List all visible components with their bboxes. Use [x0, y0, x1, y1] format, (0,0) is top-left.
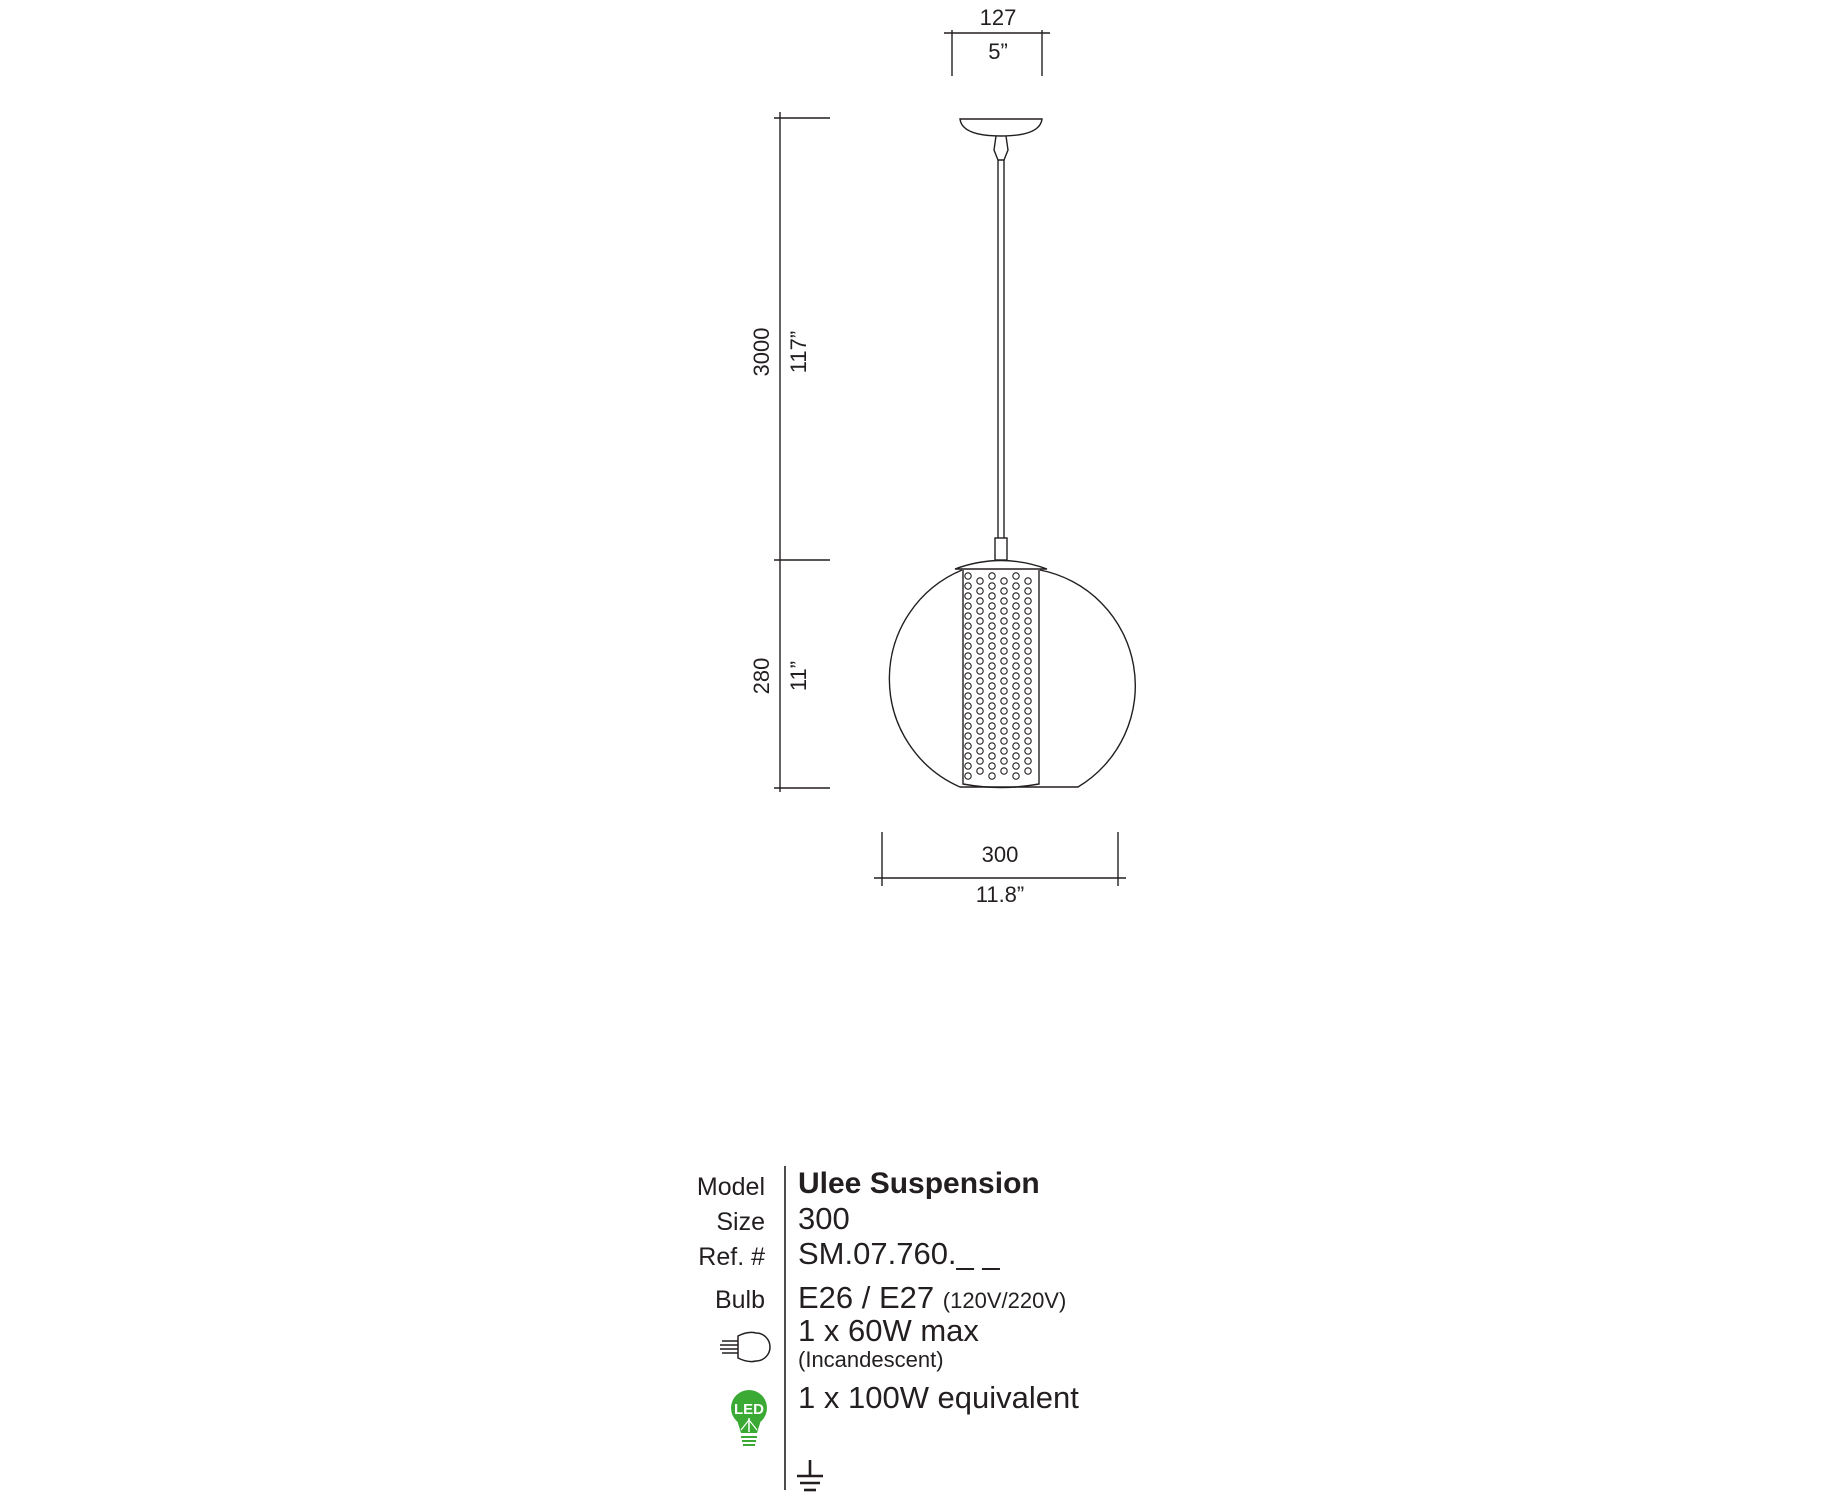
perforation-hole	[989, 683, 995, 689]
perforation-hole	[1013, 583, 1019, 589]
perforation-hole	[989, 673, 995, 679]
perforation-hole	[1001, 688, 1007, 694]
perforation-hole	[977, 708, 983, 714]
perforation-hole	[965, 743, 971, 749]
perforation-hole	[977, 608, 983, 614]
perforation-hole	[977, 768, 983, 774]
incandescent-note: (Incandescent)	[798, 1347, 944, 1372]
perforation-hole	[965, 653, 971, 659]
perforation-hole	[977, 638, 983, 644]
perforation-hole	[989, 633, 995, 639]
shade-mm-label: 280	[749, 657, 774, 695]
perforation-hole	[965, 763, 971, 769]
incandescent-value: 1 x 60W max	[798, 1313, 979, 1348]
perforation-hole	[989, 703, 995, 709]
perforation-hole	[977, 688, 983, 694]
perforation-hole	[1001, 708, 1007, 714]
model-value: Ulee Suspension	[798, 1167, 1040, 1200]
perforation-hole	[1025, 638, 1031, 644]
perforation-hole	[1025, 618, 1031, 624]
diameter-in-label: 11.8”	[975, 882, 1025, 907]
perforation-hole	[1013, 683, 1019, 689]
perforation-hole	[1013, 773, 1019, 779]
perforation-hole	[977, 748, 983, 754]
perforation-hole	[977, 718, 983, 724]
perforation-hole	[989, 693, 995, 699]
bulb-value-row	[798, 1280, 1066, 1316]
perforation-hole	[977, 728, 983, 734]
perforation-hole	[1025, 658, 1031, 664]
perforation-hole	[1025, 628, 1031, 634]
perforation-hole	[1025, 728, 1031, 734]
perforation-hole	[977, 618, 983, 624]
perforation-hole	[965, 693, 971, 699]
ref-value: SM.07.760._ _	[798, 1236, 1000, 1271]
perforated-cylinder	[963, 570, 1039, 788]
perforation-hole	[1025, 688, 1031, 694]
glass-globe	[889, 561, 1135, 788]
perforation-hole	[1001, 638, 1007, 644]
bulb-socket-value: E26 / E27	[798, 1280, 935, 1315]
perforation-hole	[989, 593, 995, 599]
perforation-hole	[1001, 658, 1007, 664]
perforation-hole	[1001, 768, 1007, 774]
perforation-hole	[1001, 678, 1007, 684]
perforation-hole	[1013, 713, 1019, 719]
size-value: 300	[798, 1201, 850, 1236]
perforation-hole	[977, 578, 983, 584]
diameter-mm-label: 300	[981, 842, 1019, 867]
ref-label: Ref. #	[698, 1243, 765, 1271]
perforation-hole	[1025, 608, 1031, 614]
perforation-hole	[1013, 603, 1019, 609]
perforation-hole	[977, 628, 983, 634]
perforation-hole	[989, 623, 995, 629]
perforation-hole	[1025, 768, 1031, 774]
perforation-hole	[1013, 663, 1019, 669]
perforation-hole	[1013, 723, 1019, 729]
led-bulb-icon	[731, 1390, 767, 1445]
perforation-hole	[965, 663, 971, 669]
led-value: 1 x 100W equivalent	[798, 1380, 1079, 1415]
perforation-hole	[1001, 628, 1007, 634]
perforation-hole	[977, 698, 983, 704]
perforation-hole	[1001, 648, 1007, 654]
bulb-icon	[720, 1332, 770, 1361]
perforation-hole	[989, 723, 995, 729]
perforation-hole	[989, 763, 995, 769]
perforation-hole	[1001, 588, 1007, 594]
perforation-hole	[1001, 598, 1007, 604]
perforation-hole	[1025, 698, 1031, 704]
perforation-hole	[1013, 573, 1019, 579]
perforation-hole	[965, 623, 971, 629]
perforation-hole	[989, 613, 995, 619]
bulb-label: Bulb	[714, 1286, 765, 1314]
perforation-hole	[989, 743, 995, 749]
perforation-hole	[1025, 678, 1031, 684]
perforation-hole	[965, 723, 971, 729]
perforation-hole	[1013, 763, 1019, 769]
perforation-hole	[977, 648, 983, 654]
perforation-hole	[989, 733, 995, 739]
bulb-voltage-value: (120V/220V)	[942, 1288, 1067, 1313]
perforation-hole	[1013, 733, 1019, 739]
ground-icon	[797, 1460, 823, 1490]
perforation-hole	[965, 603, 971, 609]
size-label: Size	[716, 1208, 765, 1236]
perforation-hole	[965, 573, 971, 579]
perforation-hole	[1001, 748, 1007, 754]
perforation-hole	[965, 643, 971, 649]
perforation-hole	[1001, 728, 1007, 734]
perforation-hole	[1013, 633, 1019, 639]
perforation-hole	[989, 583, 995, 589]
perforation-hole	[989, 573, 995, 579]
model-label: Model	[696, 1173, 765, 1201]
perforation-hole	[977, 738, 983, 744]
perforation-hole	[1001, 618, 1007, 624]
perforation-hole	[989, 773, 995, 779]
perforation-hole	[989, 603, 995, 609]
perforation-hole	[977, 668, 983, 674]
perforation-hole	[1013, 753, 1019, 759]
perforation-hole	[965, 773, 971, 779]
perforation-hole	[1001, 718, 1007, 724]
perforation-hole	[1025, 708, 1031, 714]
shade-in-label: 11”	[786, 660, 811, 692]
perforation-hole	[1025, 738, 1031, 744]
perforation-hole	[977, 658, 983, 664]
perforation-hole	[1013, 593, 1019, 599]
perforation-hole	[965, 733, 971, 739]
perforation-hole	[965, 703, 971, 709]
ceiling-canopy	[960, 119, 1042, 160]
perforation-hole	[1001, 608, 1007, 614]
perforation-hole	[989, 753, 995, 759]
perforation-hole	[965, 633, 971, 639]
perforation-hole	[1025, 648, 1031, 654]
cable-mm-label: 3000	[749, 327, 774, 377]
led-badge-label: LED	[734, 1401, 764, 1418]
perforation-hole	[1013, 613, 1019, 619]
perforation-hole	[1025, 588, 1031, 594]
perforation-hole	[965, 683, 971, 689]
perforation-hole	[1025, 598, 1031, 604]
perforation-hole	[1013, 623, 1019, 629]
canopy-mm-label: 127	[979, 5, 1017, 30]
perforation-hole	[989, 643, 995, 649]
perforation-hole	[965, 673, 971, 679]
perforation-hole	[1025, 578, 1031, 584]
suspension-rod	[995, 160, 1007, 560]
perforation-hole	[1013, 743, 1019, 749]
perforation-hole	[1025, 718, 1031, 724]
perforation-hole	[1001, 738, 1007, 744]
perforation-hole	[965, 583, 971, 589]
perforation-hole	[965, 593, 971, 599]
perforation-hole	[965, 713, 971, 719]
perforation-hole	[1025, 758, 1031, 764]
perforation-hole	[1001, 698, 1007, 704]
perforation-hole	[1013, 673, 1019, 679]
perforation-hole	[1013, 643, 1019, 649]
perforation-hole	[1001, 578, 1007, 584]
perforation-hole	[977, 758, 983, 764]
perforation-hole	[989, 713, 995, 719]
perforation-hole	[977, 588, 983, 594]
cable-in-label: 117”	[786, 330, 811, 374]
perforation-hole	[1001, 668, 1007, 674]
perforation-hole	[1013, 703, 1019, 709]
perforation-hole	[1013, 653, 1019, 659]
perforation-hole	[977, 678, 983, 684]
perforation-hole	[989, 663, 995, 669]
perforation-hole	[977, 598, 983, 604]
canopy-in-label: 5”	[988, 39, 1008, 64]
perforation-hole	[1025, 748, 1031, 754]
perforation-hole	[965, 753, 971, 759]
perforation-hole	[989, 653, 995, 659]
perforation-hole	[965, 613, 971, 619]
perforation-hole	[1001, 758, 1007, 764]
perforation-hole	[1025, 668, 1031, 674]
perforation-hole	[1013, 693, 1019, 699]
